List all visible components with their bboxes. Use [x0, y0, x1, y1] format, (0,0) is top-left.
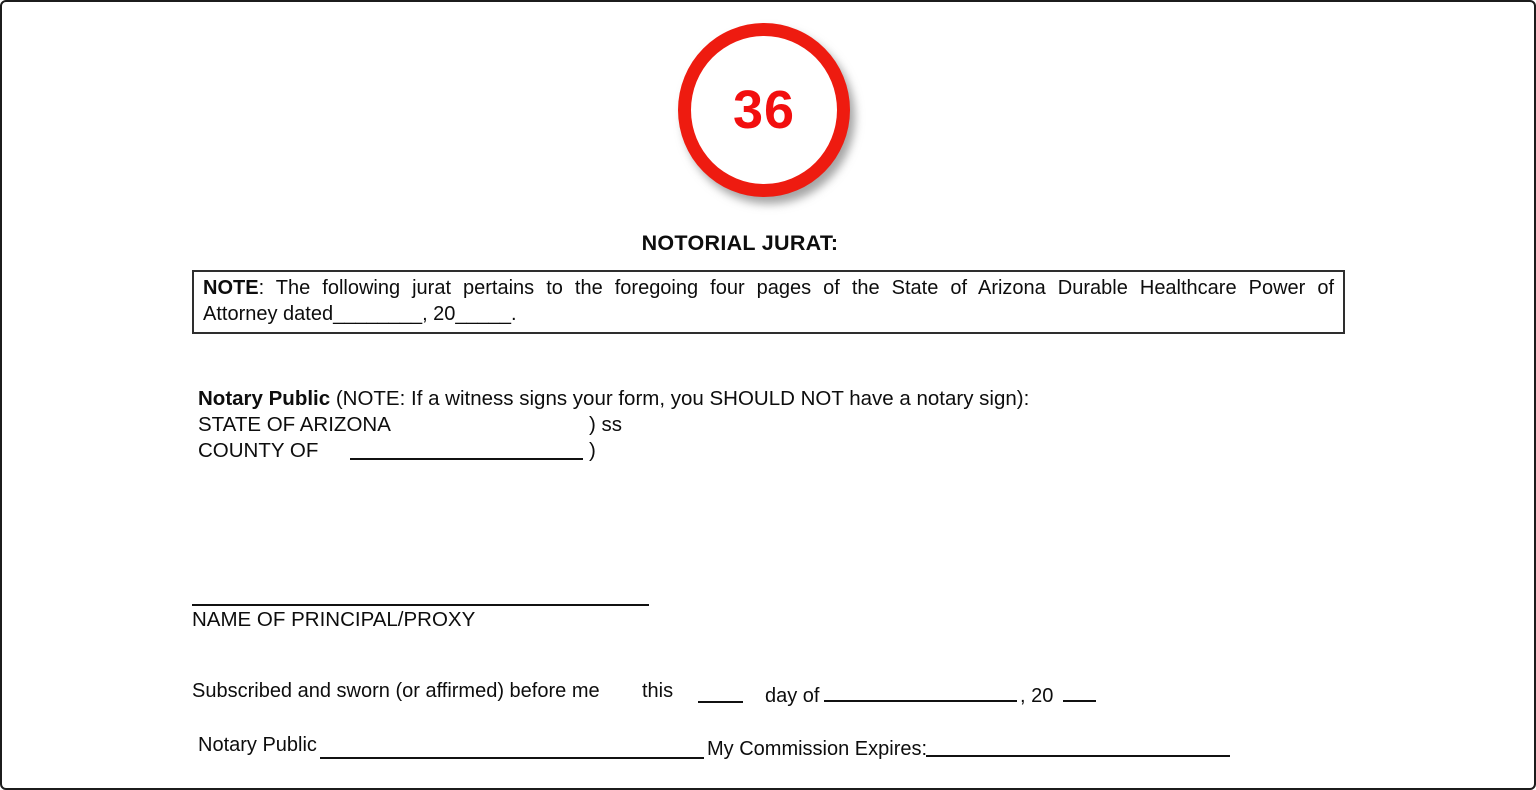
notary-signature-blank-line: [320, 732, 704, 759]
notary-note-text: (NOTE: If a witness signs your form, you SHOULD NOT have a notary sign):: [330, 387, 1030, 410]
year-blank-line: [1063, 678, 1096, 702]
county-paren: ): [589, 439, 596, 462]
badge-number: 36: [732, 80, 796, 140]
state-paren-ss: ) ss: [589, 413, 623, 436]
commission-blank-line: [926, 732, 1230, 757]
state-text: STATE OF ARIZONA: [198, 413, 391, 436]
notary-public-label: Notary Public: [198, 387, 331, 410]
note-text-line2: Attorney dated________, 20_____.: [203, 303, 517, 325]
notary-section: [198, 386, 1029, 464]
county-blank-line: [350, 438, 583, 460]
section-heading: NOTORIAL JURAT:: [641, 231, 839, 255]
month-blank-line: [824, 678, 1017, 702]
commission-expires-label: My Commission Expires:: [707, 738, 928, 760]
day-of-label: day of: [765, 685, 820, 707]
note-label: NOTE: [203, 277, 259, 299]
principal-name-label: NAME OF PRINCIPAL/PROXY: [192, 608, 476, 631]
principal-signature-line: [192, 580, 649, 606]
state-line: [198, 412, 1029, 438]
notary-signature-row: [198, 732, 1298, 764]
day-blank-line: [698, 678, 743, 703]
note-line1-rest: : The following jurat pertains to the foregoing four pages of the State of Arizona Durable Healthcare Power of: [258, 277, 1334, 299]
notary-label: Notary Public: [198, 734, 317, 756]
this-word: this: [642, 680, 674, 702]
county-line: [198, 438, 1029, 464]
subscribed-text: Subscribed and sworn (or affirmed) before me: [192, 680, 600, 702]
note-box: [192, 270, 1345, 334]
notary-heading-line: [198, 386, 1029, 412]
page-number-badge: [678, 23, 850, 197]
note-text-line1: [203, 275, 1334, 301]
county-text: COUNTY OF: [198, 439, 319, 462]
subscribed-line: [192, 678, 1152, 710]
year-prefix: , 20: [1020, 685, 1054, 707]
